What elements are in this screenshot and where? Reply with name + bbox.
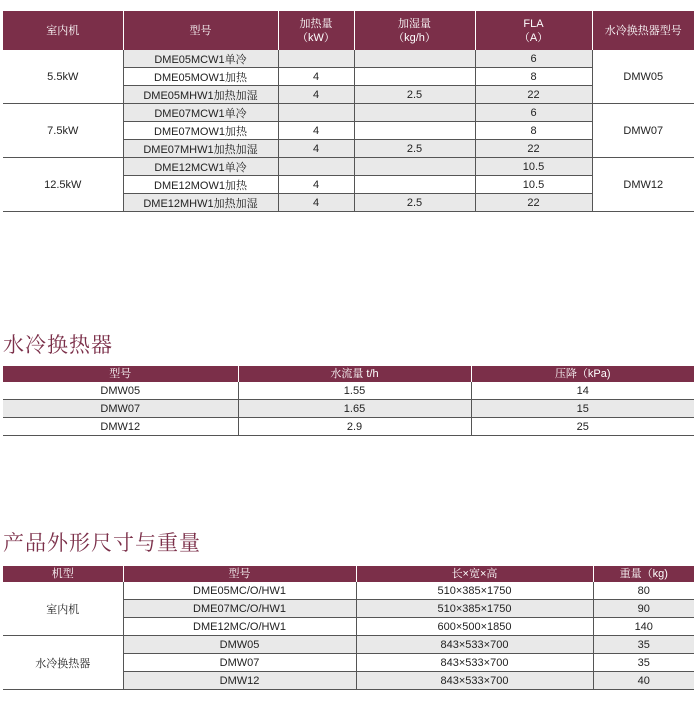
size-cell: 600×500×1850: [356, 618, 593, 636]
unit-capacity: 7.5kW: [3, 104, 123, 158]
model-cell: DME12MC/O/HW1: [123, 618, 356, 636]
fla-cell: 8: [475, 122, 592, 140]
header-heating: [278, 11, 354, 50]
table-row: [3, 400, 694, 418]
header-humidify: [354, 11, 475, 50]
humidify-cell: [354, 50, 475, 68]
fla-cell: 6: [475, 50, 592, 68]
humidify-cell: [354, 68, 475, 86]
exchanger-cell: DMW07: [592, 104, 694, 158]
table-header-row: [3, 11, 694, 50]
model-cell: DME07MCW1单冷: [123, 104, 278, 122]
humidify-cell: 2.5: [354, 194, 475, 212]
model-cell: DME12MOW1加热: [123, 176, 278, 194]
header-type: 机型: [3, 566, 123, 582]
header-size: 长×宽×高: [356, 566, 593, 582]
humidify-cell: [354, 158, 475, 176]
weight-cell: 35: [593, 636, 694, 654]
model-cell: DME12MCW1单冷: [123, 158, 278, 176]
heating-cell: 4: [278, 194, 354, 212]
header-model: 型号: [3, 366, 238, 382]
table-row: [3, 582, 694, 600]
size-cell: 843×533×700: [356, 672, 593, 690]
humidify-cell: [354, 104, 475, 122]
size-cell: 843×533×700: [356, 636, 593, 654]
table-row: [3, 104, 694, 122]
table-header-row: [3, 566, 694, 582]
heating-cell: [278, 50, 354, 68]
heating-cell: 4: [278, 176, 354, 194]
fla-cell: 22: [475, 86, 592, 104]
model-cell: DME07MHW1加热加湿: [123, 140, 278, 158]
model-cell: DMW07: [123, 654, 356, 672]
header-exchanger: 水冷换热器型号: [592, 11, 694, 50]
flow-cell: 2.9: [238, 418, 471, 436]
header-fla-label: FLA: [523, 17, 544, 30]
weight-cell: 35: [593, 654, 694, 672]
model-cell: DME05MOW1加热: [123, 68, 278, 86]
table-row: [3, 418, 694, 436]
header-pressure: 压降（kPa): [471, 366, 694, 382]
fla-cell: 6: [475, 104, 592, 122]
model-cell: DME07MOW1加热: [123, 122, 278, 140]
table-row: [3, 158, 694, 176]
table-row: [3, 50, 694, 68]
fla-cell: 10.5: [475, 158, 592, 176]
size-cell: 510×385×1750: [356, 600, 593, 618]
model-cell: DMW12: [3, 418, 238, 436]
header-unit: 室内机: [3, 11, 123, 50]
weight-cell: 140: [593, 618, 694, 636]
header-fla-unit: （A）: [518, 31, 549, 44]
model-cell: DME12MHW1加热加湿: [123, 194, 278, 212]
header-weight: 重量（kg): [593, 566, 694, 582]
header-humidify-unit: （kg/h）: [393, 31, 436, 44]
fla-cell: 8: [475, 68, 592, 86]
humidify-cell: 2.5: [354, 140, 475, 158]
indoor-units-table: [3, 11, 694, 212]
header-model: 型号: [123, 566, 356, 582]
header-heating-unit: （kW）: [297, 31, 335, 44]
humidify-cell: [354, 176, 475, 194]
heating-cell: [278, 158, 354, 176]
humidify-cell: 2.5: [354, 86, 475, 104]
pressure-cell: 14: [471, 382, 694, 400]
fla-cell: 22: [475, 140, 592, 158]
model-cell: DME07MC/O/HW1: [123, 600, 356, 618]
header-fla: [475, 11, 592, 50]
model-cell: DME05MCW1单冷: [123, 50, 278, 68]
table-row: [3, 636, 694, 654]
table-row: [3, 382, 694, 400]
dims-section-title: 产品外形尺寸与重量: [3, 531, 201, 555]
type-cell: 水冷换热器: [3, 636, 123, 690]
header-heating-label: 加热量: [299, 17, 333, 30]
humidify-cell: [354, 122, 475, 140]
model-cell: DMW07: [3, 400, 238, 418]
weight-cell: 90: [593, 600, 694, 618]
exchanger-cell: DMW05: [592, 50, 694, 104]
model-cell: DMW05: [123, 636, 356, 654]
flow-cell: 1.65: [238, 400, 471, 418]
model-cell: DMW05: [3, 382, 238, 400]
exchanger-table: [3, 366, 694, 436]
heating-cell: 4: [278, 86, 354, 104]
fla-cell: 22: [475, 194, 592, 212]
heating-cell: 4: [278, 122, 354, 140]
heating-cell: 4: [278, 68, 354, 86]
heating-cell: [278, 104, 354, 122]
type-cell: 室内机: [3, 582, 123, 636]
heating-cell: 4: [278, 140, 354, 158]
header-flow: 水流量 t/h: [238, 366, 471, 382]
exchanger-cell: DMW12: [592, 158, 694, 212]
model-cell: DME05MC/O/HW1: [123, 582, 356, 600]
dims-table: [3, 566, 694, 690]
header-model: 型号: [123, 11, 278, 50]
table-header-row: [3, 366, 694, 382]
unit-capacity: 12.5kW: [3, 158, 123, 212]
pressure-cell: 15: [471, 400, 694, 418]
model-cell: DMW12: [123, 672, 356, 690]
unit-capacity: 5.5kW: [3, 50, 123, 104]
exchanger-section-title: 水冷换热器: [3, 333, 113, 357]
flow-cell: 1.55: [238, 382, 471, 400]
size-cell: 510×385×1750: [356, 582, 593, 600]
size-cell: 843×533×700: [356, 654, 593, 672]
weight-cell: 80: [593, 582, 694, 600]
pressure-cell: 25: [471, 418, 694, 436]
model-cell: DME05MHW1加热加湿: [123, 86, 278, 104]
fla-cell: 10.5: [475, 176, 592, 194]
header-humidify-label: 加湿量: [398, 17, 431, 30]
weight-cell: 40: [593, 672, 694, 690]
